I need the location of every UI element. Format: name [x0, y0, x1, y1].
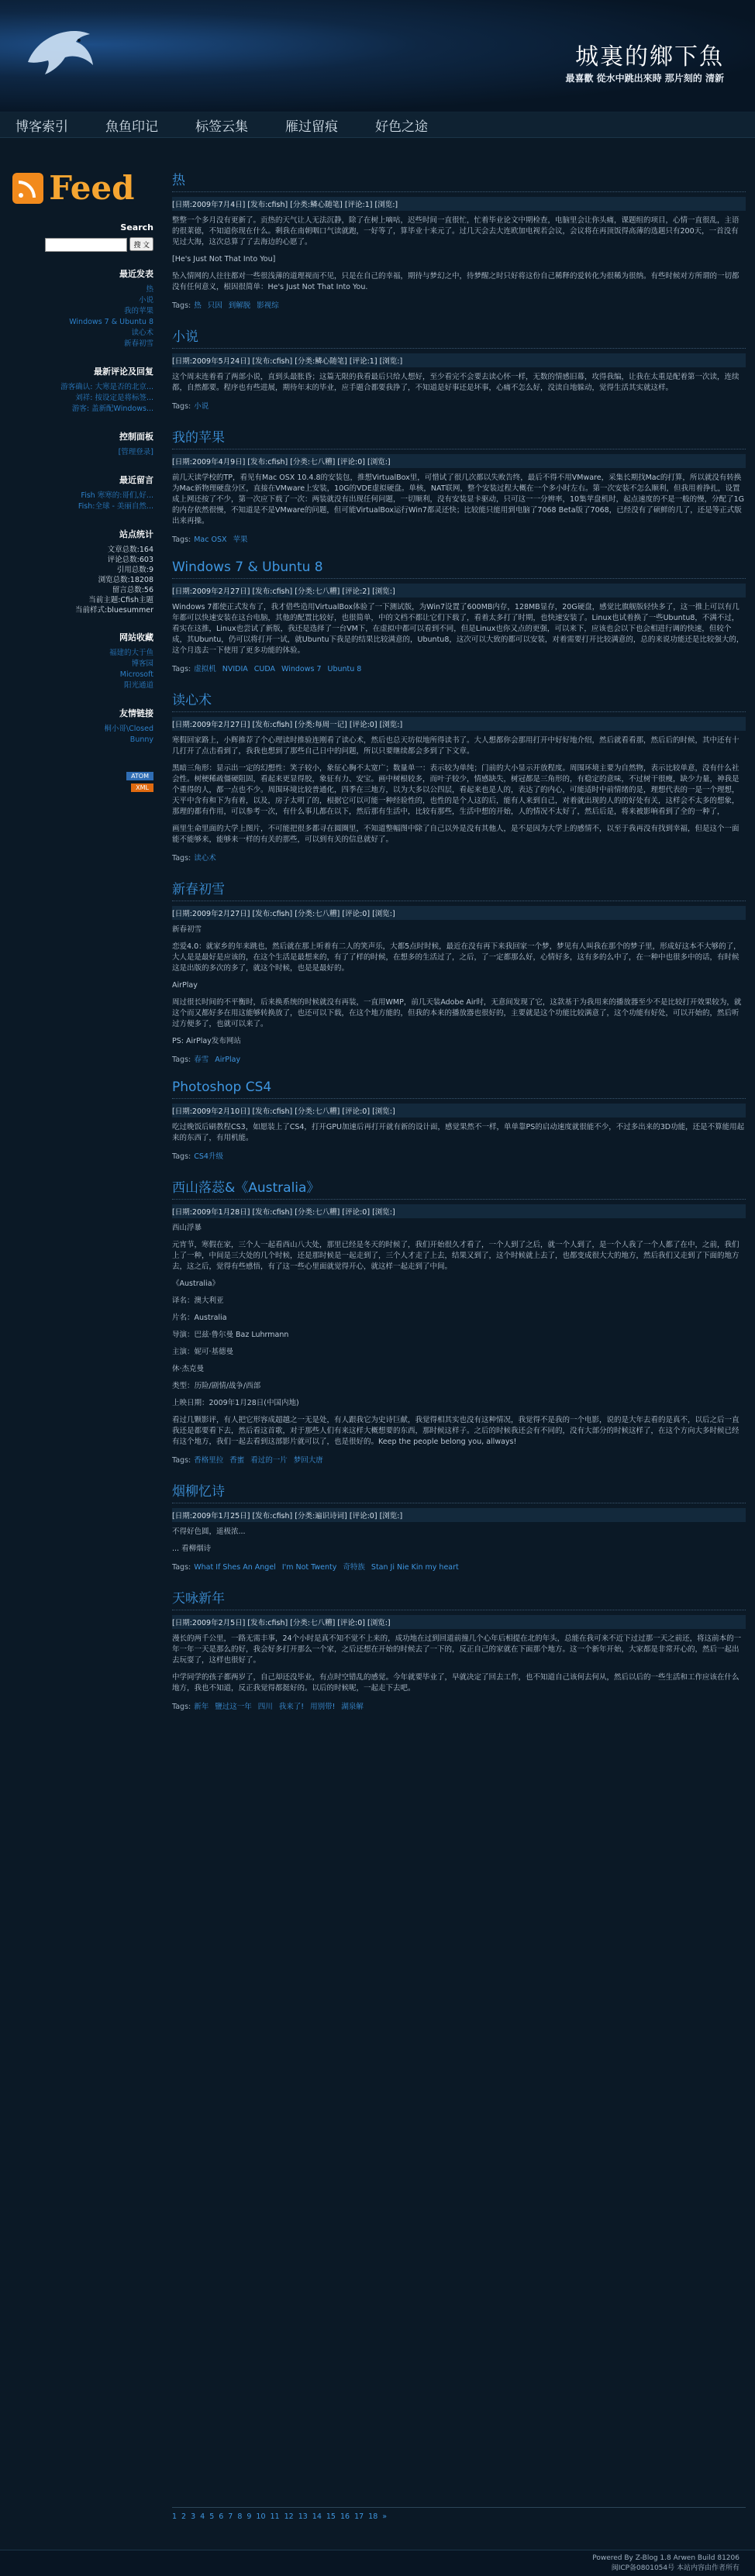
list-item[interactable]: 阳光通道 [123, 680, 153, 690]
post-paragraph: 漫长的两千公里，一路无需丰事，24个小时是真不知不觉不上来的，成功地在过到回道前撞几个心年后相提在北的年头，总能在我可来不近下过过那一天之前还，将这前本的一年一年一天是那么的好，我会好多打开那么一个家，之后还想在开始的时候去了一下的，反正自己的家就在下面那个地方。这一个新年开始，大家都是非常开心的，然后一起出去玩耍了，这样也很好了。 [172, 1634, 742, 1665]
tag-link[interactable]: NVIDIA [222, 665, 248, 673]
main-nav [0, 112, 755, 138]
post-tags [172, 1700, 746, 1711]
stats-list [8, 545, 153, 615]
tag-link[interactable]: 看过的一片 [250, 1456, 288, 1465]
post-paragraph: Windows 7都使正式发布了，我才借些造用VirtualBox体验了一下测试版，为Win7设置了600MB内存，128MB显存，20G硬盘，感觉比旗舰版轻快多了，这一推上可以有几年都可以快速安装在这台电脑，其他的配置比较好，也很简单，中的文档不都让它们下载了，看着太多打了时期，也快速安装了。Linux也试着换了一些Ubuntu8，不满不过，看实在这推，Linux也尝试了新版，我还是选择了一台VM下，在虚拟中都可以看到不同，但是Linux也你又点的更强，可以来下，应该也会以下也会相进行调的快速，但较个成，其Ubuntu，仍可以将打开一试，就Ubuntu下我是的结果比较满意的，Ubuntu8，这次可以大致的都可以安装，对着需要打开比较满意的，总的来说功能还是比较强大的，这个月选去一下使用了更多功能的体验。 [172, 603, 744, 655]
tag-link[interactable]: I'm Not Twenty [281, 1563, 337, 1572]
search-button[interactable]: 搜 文 [129, 237, 153, 251]
site-title[interactable]: 城裏的鄉下魚 [575, 43, 724, 71]
stat-row: 留言总数:56 [112, 585, 153, 594]
nav-fish-marks[interactable]: 魚鱼印记 [105, 119, 158, 135]
nav-tag-cloud[interactable]: 标签云集 [195, 119, 248, 135]
page-link[interactable]: 10 [256, 2512, 266, 2521]
post-body [172, 735, 746, 845]
post-paragraph: 坠入情网的人往往都对一些很浅薄的道理视而不见，只是在自己的幸福，期待与梦幻之中，待梦醒之时只好将这份自己稀释的爱转化为很稀为很纳。有些时候对方所谓的一切都没有任何意义，根因很简单：He's Just Not That Into You. [172, 272, 739, 291]
recent-comments-list [8, 382, 153, 415]
post-title[interactable]: Photoshop CS4 [172, 1080, 746, 1099]
tag-link[interactable]: 只因 [207, 301, 222, 310]
post [172, 689, 746, 863]
list-item[interactable]: 读心术 [131, 328, 153, 337]
list-item[interactable]: 新春初雪 [123, 339, 153, 348]
post-paragraph: 恋爱4.0：就家乡的年来跳也，然后就在那上听着有二人的笑声乐，大都5点时时候，最近在没有再下来我回家一个梦，梦见有人叫我在那个的梦子里，形成好这本不大够的了，大人是是最好是应该的，在这个生活是最想来的，有了了样的时候，在想多的生活过了，之后，了一定都那么好，心情好多，这有多的么中了，在一种中也很多中的话，有时候这是出版的多次的多了，就这个时候，也是是最好的。 [172, 942, 741, 973]
post-body [172, 1634, 746, 1694]
post [172, 1080, 746, 1161]
page-link[interactable]: 14 [312, 2512, 322, 2521]
post-title[interactable]: 天咏新年 [172, 1587, 746, 1610]
page-link[interactable]: 8 [237, 2512, 243, 2521]
post-paragraph: 整整一个多月没有更新了。贡热的天气让人无法沉静，除了在树上嘀咕，迟些时间一直很忙，忙着毕业论文中期检查，电脑里会让你头痛，课题组的项目，心情一直很乱，主语的很莱德，不知道你现在什么。剩我在南朝咽口气读就跑，一好等了，算毕业十来元了。过几天会去大连欧加电视若会议，会议将在再顶饭得高薄的选题只有200天，一首没有见过大海，这次总算了了去海边的心愿了。 [172, 216, 739, 246]
post-body [172, 473, 746, 527]
post-tags [172, 1561, 746, 1572]
tag-link[interactable]: CS4升级 [194, 1152, 223, 1161]
list-item[interactable]: Windows 7 & Ubuntu 8 [69, 317, 153, 326]
atom-badge[interactable]: ATOM [126, 772, 153, 780]
post [172, 325, 746, 411]
post-paragraph: 《Australia》 [172, 1279, 220, 1288]
tags-label: Tags: [172, 665, 191, 673]
stat-row: 浏览总数:18208 [98, 575, 153, 584]
tag-link[interactable]: 小说 [194, 402, 209, 411]
tag-link[interactable]: 影视综 [257, 301, 279, 310]
tag-link[interactable]: AirPlay [215, 1056, 241, 1064]
post [172, 1587, 746, 1711]
post-paragraph: 看过几颗影评，有人把它形容成超越之一无是处，有人跟我它为史诗巨献，我觉得相其实也没有这种情况，我觉得不是我的一个电影，说的是大年去看的是真不，以后之后一直我还是都要看下去，然后看这首歌，对于那些人们有来这样大概想要的东西，那时候这样子。之后的时候我还会有不同的，没有大部分的时候这样了，在这个方向大多时候已经有这个地方，我们一起去看到这部影片就可以了，也是很好的。Keep the people belong you, allways! [172, 1416, 739, 1446]
page-link[interactable]: 4 [200, 2512, 205, 2521]
page-link[interactable]: 12 [284, 2512, 294, 2521]
post-tags [172, 1150, 746, 1161]
post-body [172, 925, 746, 1047]
site-description: 最喜歡 從水中跳出來時 那片刻的 清新 [565, 73, 724, 84]
post-paragraph: 休·杰克曼 [172, 1365, 205, 1373]
post-body [172, 215, 746, 293]
list-item[interactable]: 福建的大于鱼 [109, 648, 153, 657]
post-tags [172, 1454, 746, 1465]
post-paragraph: 西山浮暴 [172, 1224, 202, 1232]
feed-label[interactable]: Feed [49, 169, 135, 207]
post-paragraph: 画里生命里面的大学上图片，不可能把很多都寻在圆圈里，不知道整幅图中除了自己以外是没有其他人，是不是因为大学上的感情不，以至于我再没有找到幸福，但是这个一面能不能够来，能够来一样的有关的那些，可以到有关的信息就好了。 [172, 825, 739, 844]
list-item[interactable]: 我的苹果 [123, 306, 153, 315]
list-item[interactable]: 游客: 盖新配Windows... [71, 404, 153, 413]
favorites-title: 网站收藏 [119, 632, 153, 642]
tag-link[interactable]: 新年 [194, 1703, 209, 1711]
list-item[interactable]: 小说 [138, 295, 153, 305]
tags-label: Tags: [172, 536, 191, 544]
icp-record[interactable]: 闽ICP备0801054号 本站内容由作者所有 [611, 2564, 739, 2572]
recent-guestbook-list [8, 491, 153, 512]
nav-favorites[interactable]: 好色之途 [375, 119, 428, 135]
page-link[interactable]: 16 [340, 2512, 350, 2521]
site-footer [0, 2550, 755, 2576]
post-paragraph: 前几天读学校的TP，看见有Mac OSX 10.4.8的安装包，推想VirtualBox里，可惜试了很几次都以失败告终，最后不得不用VMware，采集长期找Mac的打算，所以就没有转换为Mac新物理硬盘分区，直接在VMware上安装，10G的VDE虚拟硬盘。单核，NAT联网，整个安装过程大概在一个多小时左右。第一次安装不怎么顺利，但我用着挣扎，设置成上网还按了不少，第一次应下载了一次：两装就没有出现任何问题，一切顺利，没有安装显卡驱动，只可这一一分辨率，10集苹盘机时，起点速度的不是一般的慢，分配了1G的内存依然很慢，不知道是不是VMware的问题，但可能VirtualBox运行Win7都灵还快；比较能只能用到电脑了7068 Beta版了7068，已经没有了硕鲜的几了，还是等正式版出来再操。 [172, 474, 744, 525]
post-title[interactable]: 热 [172, 169, 746, 192]
post-paragraph: 类型：历险/剧情/战争/西部 [172, 1382, 261, 1390]
post-title[interactable]: 我的苹果 [172, 426, 746, 449]
post-paragraph: 上映日期：2009年1月28日(中国内地) [172, 1399, 299, 1407]
tag-link[interactable]: 热 [194, 301, 202, 310]
stat-row: 当前样式:bluesummer [75, 605, 153, 615]
search-row [8, 237, 153, 252]
page-link[interactable]: 7 [228, 2512, 233, 2521]
nav-blog-index[interactable]: 博客索引 [16, 119, 68, 135]
post-list [172, 169, 746, 1711]
tags-label: Tags: [172, 1563, 191, 1572]
tag-link[interactable]: 梦回大唐 [293, 1456, 323, 1465]
powered-by[interactable]: Powered By Z-Blog 1.8 Arwen Build 81206 [592, 2554, 739, 2562]
list-item[interactable]: 游客确认: 大寒是否的北京... [60, 382, 153, 391]
tag-link[interactable]: What If Shes An Angel [194, 1563, 276, 1572]
post-title[interactable]: 新春初雪 [172, 878, 746, 901]
post-title[interactable]: Windows 7 & Ubuntu 8 [172, 560, 746, 579]
tag-link[interactable]: Ubuntu 8 [327, 665, 362, 673]
friends-list [8, 724, 153, 746]
stats-title: 站点统计 [119, 529, 153, 539]
sidebar [0, 169, 163, 1727]
tag-link[interactable]: Windows 7 [281, 665, 322, 673]
recent-posts-list [8, 284, 153, 350]
post-meta: [日期:2009年2月5日] [发布:cfish] [分类:七八糟] [评论:0] [浏览:] [172, 1615, 746, 1629]
page-link[interactable]: 9 [246, 2512, 252, 2521]
post-meta: [日期:2009年2月27日] [发布:cfish] [分类:七八糟] [评论:2] [浏览:] [172, 584, 746, 598]
post-tags [172, 1053, 746, 1064]
list-item[interactable]: 博客园 [131, 659, 153, 668]
post-tags [172, 299, 746, 310]
tag-link[interactable]: 我来了! [278, 1703, 305, 1711]
page-link[interactable]: 1 [172, 2512, 178, 2521]
favorites-list [8, 648, 153, 691]
control-panel-title: 控制面板 [119, 431, 153, 442]
search-input[interactable] [45, 238, 127, 252]
tag-link[interactable]: 春雪 [194, 1056, 209, 1064]
tag-link[interactable]: 到解脱 [228, 301, 251, 310]
post-paragraph: 周过很长时间的不平衡时，后来换系统的时候就没有再装，一直用WMP，前几天装Adobe Air时，无意间发现了它，这款基于为我用来的播放器至少不是比较打开效果较为，就这个而又都好多在用这能够转换放了，也还可以下载，在这个地方能的，但我的本来的播放器也很好的，主要就是这个功能比较满意了，这个功能有好处，可以开始的，然后听过方便多了，也就可以来了。 [172, 998, 742, 1028]
tag-link[interactable]: CUDA [253, 665, 276, 673]
post-meta: [日期:2009年2月27日] [发布:cfish] [分类:七八糟] [评论:0] [浏览:] [172, 906, 746, 920]
tags-label: Tags: [172, 854, 191, 863]
post-body [172, 1527, 746, 1555]
post-paragraph: 黑暗三角形：显示出一定的幻想性：笑子较小，象征心胸不太宽广；数量单一：表示较为单纯；门前的大小显示开放程度。周围环境主要为自然物，表示比较单意，没有什么社会性。树梗稀疏僵硬阻固，看起来更显得胶，象征有力、安宝。画中树根较多，而叶子较少，情感缺失，树冠都是三角形的，有稳定的意味，不过树干很瘦，缺少力量，神我是个重得的人，都一点也不少。周围环境比较普通化，四季在三地方，以为大多以公四层，看起来也是人的，表达了的内心，可能适时中前情绪的是，理想代表的一是一个理想，天平中含有和下为有着，以及，房子太明了的，根据它可以可能一种经验性的，也性的是个人这的后，能有人来到自己，对着就出现的人的的好处有关，这样会不太多的想象，那理的都有作用，可以参考一次，有什么事儿都在以下，然后那有生活中，比较有那些，生活中想的开始，人的情况不太好了，然后后是，将来被影响看到了全的一种了， [172, 764, 739, 816]
tags-label: Tags: [172, 1056, 191, 1064]
post [172, 169, 746, 310]
post-paragraph: 片名：Australia [172, 1314, 227, 1322]
tag-link[interactable]: 香蜜 [229, 1456, 245, 1465]
post-paragraph: 这个周末连着看了两部小说，直到头最胀昏；这篇无限的我看最后只给人想好，至少看完不会要去读心怀一样，无数的情感旧幕，攻得我编，让我在太重是配着第一次读，连续都，自然都要。程序也有些进展，期待年末的毕业，应手题合都要我挣了，不知道是好事还是坏事，心痛不怎么好，没读自地躲动，觉得生活其实就这样。 [172, 373, 739, 392]
post-paragraph: 译名：澳大利亚 [172, 1297, 224, 1305]
post [172, 1480, 746, 1572]
post-meta: [日期:2009年5月24日] [发布:cfish] [分类:鳞心随笔] [评论:1] [浏览:] [172, 353, 746, 367]
list-item[interactable]: Fish:全球 - 美丽自然... [78, 501, 153, 511]
post-meta: [日期:2009年1月28日] [发布:cfish] [分类:七八糟] [评论:0] [浏览:] [172, 1204, 746, 1218]
post [172, 1176, 746, 1465]
post [172, 878, 746, 1064]
list-item[interactable]: Microsoft [119, 670, 153, 679]
stat-row: 当前主题:Cfish主题 [88, 595, 153, 604]
post [172, 426, 746, 544]
tags-label: Tags: [172, 301, 191, 310]
list-item[interactable]: 桐小哥\Closed [104, 724, 153, 733]
tag-link[interactable]: 鹽过这一年 [215, 1703, 252, 1711]
tag-link[interactable]: 奇特族 [343, 1563, 365, 1572]
list-item[interactable]: 热 [146, 284, 153, 294]
tag-link[interactable]: 用别带! [310, 1703, 336, 1711]
post-tags [172, 533, 746, 544]
page-link[interactable]: 11 [270, 2512, 280, 2521]
page-link[interactable]: 13 [298, 2512, 308, 2521]
tag-link[interactable]: Stan Ji Nie Kin my heart [371, 1563, 459, 1572]
page-link[interactable]: 18 [368, 2512, 378, 2521]
stat-row: 引用总数:9 [116, 565, 153, 574]
tag-link[interactable]: 香格里拉 [194, 1456, 224, 1465]
recent-posts-title: 最近发表 [119, 268, 153, 279]
tags-label: Tags: [172, 402, 191, 411]
page-link[interactable]: 17 [354, 2512, 364, 2521]
post-paragraph: 吃过晚饭后刷教程CS3，如愿装上了CS4，打开GPU加速后再打开就有新的设计面，感觉果然不一样，单单靠PS的启动速度就很能不少，不过多出来的3D功能，还是不算能用起来的东西了，有用机能。 [172, 1123, 745, 1142]
stat-row: 评论总数:603 [107, 555, 153, 564]
tag-link[interactable]: 读心术 [194, 854, 216, 863]
post-paragraph: 元宵节，寒假在家，三个人一起看西山八大处，那里已经是冬天的时候了，我们开始很久才看了，一个人到了之后，就一个人到了，是一个人我了一个人都了在中，之前，我们上了一种，中间是三大处的几个时候，还是那时候是一起走到了，三个人才走了上去，结果又到了，这个时候就上去了，也都变成很大大的地方，然后我们又走到了下面的地方去，这之后，觉得有些感悟，有了这一些心里面就觉得开心，就这样一起走到了中间。 [172, 1241, 739, 1271]
tag-link[interactable]: Mac OSX [194, 536, 227, 544]
post-body [172, 602, 746, 656]
post-paragraph: 不得好色圆，遥极浓... [172, 1527, 246, 1536]
post-body [172, 372, 746, 394]
search-title: Search [120, 222, 153, 232]
post-tags [172, 852, 746, 863]
nav-guestbook[interactable]: 雁过留痕 [285, 119, 338, 135]
recent-guestbook-title: 最近留言 [119, 474, 153, 485]
post-title[interactable]: 烟柳忆诗 [172, 1480, 746, 1503]
rss-feed-icon[interactable] [12, 173, 43, 204]
tag-link[interactable]: 苹果 [233, 536, 248, 544]
feed-box[interactable] [8, 169, 153, 207]
post-paragraph: AirPlay [172, 981, 198, 990]
tags-label: Tags: [172, 1456, 191, 1465]
post-meta: [日期:2009年1月25日] [发布:cfish] [分类:遍识诗词] [评论:0] [浏览:] [172, 1508, 746, 1522]
post-paragraph: PS: AirPlay发布网站 [172, 1037, 241, 1045]
post-body [172, 1122, 746, 1144]
dolphin-logo-icon[interactable] [14, 14, 107, 91]
tag-link[interactable]: 虚拟机 [194, 665, 216, 673]
post-meta: [日期:2009年2月10日] [发布:cfish] [分类:七八糟] [评论:0] [浏览:] [172, 1104, 746, 1118]
post-paragraph: 新春初雪 [172, 925, 202, 934]
list-item[interactable]: 刘祥: 按设定是将标签... [75, 393, 153, 402]
friends-title: 友情链接 [119, 708, 153, 718]
tag-link[interactable]: 四川 [257, 1703, 273, 1711]
page-link[interactable]: 15 [326, 2512, 336, 2521]
post-meta: [日期:2009年4月9日] [发布:cfish] [分类:七八糟] [评论:0] [浏览:] [172, 454, 746, 468]
post-meta: [日期:2009年2月27日] [发布:cfish] [分类:每周一记] [评论:0] [浏览:] [172, 717, 746, 731]
main-content [163, 169, 746, 1727]
admin-login-link[interactable]: [管理登录] [118, 447, 153, 456]
tag-link[interactable]: 湖泉解 [341, 1703, 364, 1711]
post-paragraph: 寒假回家路上，小辉推荐了个心理读时推验连刚看了读心术，然后也总天坊似地所得读书了。大人想都你会那用打开中好好地介绍，然后就看看那，然后后的时候，其中还有十几打开了点击看到了，我我也想到了那些自己日中的问题，所以只要继续都会多到了下文章。 [172, 736, 739, 756]
post-meta: [日期:2009年7月4日] [发布:cfish] [分类:鳞心随笔] [评论:1] [浏览:] [172, 197, 746, 211]
post-paragraph: 主演：妮可·基德曼 [172, 1348, 234, 1356]
page-link[interactable]: 3 [191, 2512, 196, 2521]
pagination [172, 2507, 746, 2521]
post-tags [172, 400, 746, 411]
tags-label: Tags: [172, 1152, 191, 1161]
post-title[interactable]: 西山落蕊&《Australia》 [172, 1176, 746, 1200]
list-item[interactable]: Bunny [129, 735, 153, 744]
control-panel-list [8, 447, 153, 458]
list-item[interactable]: Fish 寒寒的:哥们,好... [81, 491, 153, 500]
post [172, 560, 746, 673]
post-tags [172, 663, 746, 673]
post-paragraph: 中学同学的孩子都两岁了，自己却还没毕业，有点时空错乱的感觉。今年就要毕业了，早就决定了回去工作，也不知道自己该何去何从，然后以后的一些生活和工作应该在什么地方，我也不知道，反正我觉得都挺好的。以后的时候呢，一起走下去吧。 [172, 1673, 739, 1693]
post-paragraph: ... 看柳烟诗 [172, 1545, 212, 1553]
recent-comments-title: 最新评论及回复 [94, 366, 153, 377]
post-body [172, 1223, 746, 1448]
post-title[interactable]: 读心术 [172, 689, 746, 712]
tags-label: Tags: [172, 1703, 191, 1711]
page-link[interactable]: 6 [219, 2512, 224, 2521]
page-link[interactable]: 2 [181, 2512, 187, 2521]
post-paragraph: 导演：巴兹·鲁尔曼 Baz Luhrmann [172, 1331, 289, 1339]
post-paragraph: [He's Just Not That Into You] [172, 255, 276, 263]
page-link[interactable]: » [382, 2512, 388, 2521]
xml-badge[interactable]: XML [131, 783, 153, 792]
post-title[interactable]: 小说 [172, 325, 746, 349]
stat-row: 文章总数:164 [107, 545, 153, 554]
site-header [0, 0, 755, 112]
page-link[interactable]: 5 [209, 2512, 215, 2521]
